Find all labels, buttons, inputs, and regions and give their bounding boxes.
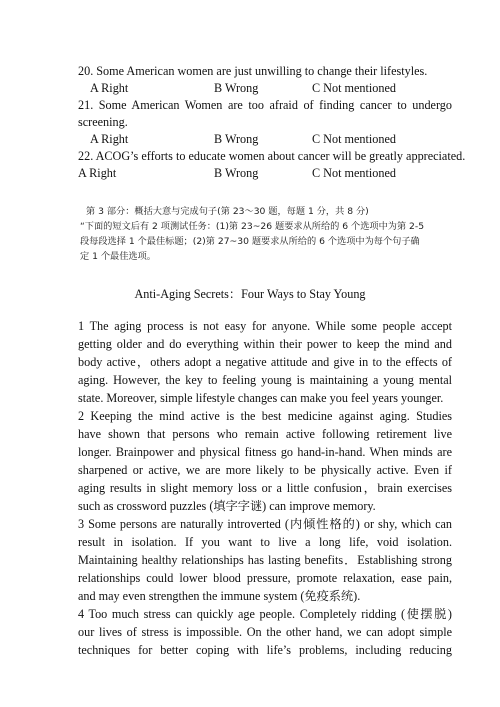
article-title: Anti-Aging Secrets：Four Ways to Stay Young (134, 287, 366, 301)
paragraph-2-line: aging results in slight memory loss or a little confusion，brain exercises (78, 481, 452, 495)
paragraph-4-line: techniques for better coping with life’s problems, including reducing (78, 643, 452, 657)
paragraph-3-line: and may even strengthen the immune system (免疫系统). (78, 589, 361, 603)
paragraph-3-line: 3 Some persons are naturally introverted (内倾性格的) or shy, which can (78, 517, 452, 531)
question-21-line2: screening. (78, 115, 128, 129)
q22-option-c: C Not mentioned (312, 166, 396, 180)
q20-option-b: B Wrong (214, 81, 259, 95)
question-20: 20. Some American women are just unwilling to change their lifestyles. (78, 64, 428, 78)
paragraph-1-line: 1 The aging process is not easy for anyone. While some people accept (78, 319, 452, 333)
q21-option-c: C Not mentioned (312, 132, 396, 146)
q20-option-a: A Right (90, 81, 129, 95)
question-22: 22. ACOG’s efforts to educate women about cancer will be greatly appreciated. (78, 149, 466, 163)
q20-option-c: C Not mentioned (312, 81, 396, 95)
paragraph-1-line: body active，others adopt a negative attitude and give in to the effects of (78, 355, 452, 369)
q21-option-b: B Wrong (214, 132, 259, 146)
part3-heading: 第 3 部分：概括大意与完成句子(第 23～30 题，每题 1 分，共 8 分) (86, 206, 369, 217)
paragraph-1-line: getting older and do everything within their power to keep the mind and (78, 337, 452, 351)
part3-instruction-line2: 段每段选择 1 个最佳标题；(2)第 27~30 题要求从所给的 6 个选项中为每个句子确 (80, 236, 420, 247)
part3-instruction-line1: “下面的短文后有 2 项测试任务：(1)第 23~26 题要求从所给的 6 个选项中为第 2-5 (80, 221, 425, 232)
paragraph-2-line: sharpened or active, we are more likely to be physically active. Even if (78, 463, 452, 477)
paragraph-2-line: such as crossword puzzles (填字字谜) can improve memory. (78, 499, 376, 513)
q22-option-b: B Wrong (214, 166, 259, 180)
q22-option-a: A Right (78, 166, 117, 180)
paragraph-1-line: aging. However, the key to feeling young is maintaining a young mental (78, 373, 452, 387)
paragraph-2-line: longer. Brainpower and physical fitness go hand-in-hand. When minds are (78, 445, 452, 459)
paragraph-3-line: result in isolation. If you want to live a long life, void isolation. (78, 535, 452, 549)
paragraph-2-line: have shown that persons who remain active following retirement live (78, 427, 452, 441)
paragraph-4-line: 4 Too much stress can quickly age people. Completely ridding (使摆脱) (78, 607, 452, 621)
question-21-line1: 21. Some American Women are too afraid of finding cancer to undergo (78, 98, 452, 112)
paragraph-1-line: state. Moreover, simple lifestyle changes can make you feel years younger. (78, 391, 444, 405)
paragraph-2-line: 2 Keeping the mind active is the best medicine against aging. Studies (78, 409, 452, 423)
q21-option-a: A Right (90, 132, 129, 146)
paragraph-3-line: relationships could lower blood pressure, promote relaxation, ease pain, (78, 571, 452, 585)
paragraph-4-line: our lives of stress is impossible. On the other hand, we can adopt simple (78, 625, 452, 639)
paragraph-3-line: Maintaining healthy relationships has lasting benefits．Establishing strong (78, 553, 452, 567)
part3-instruction-line3: 定 1 个最佳选项。 (80, 251, 156, 262)
